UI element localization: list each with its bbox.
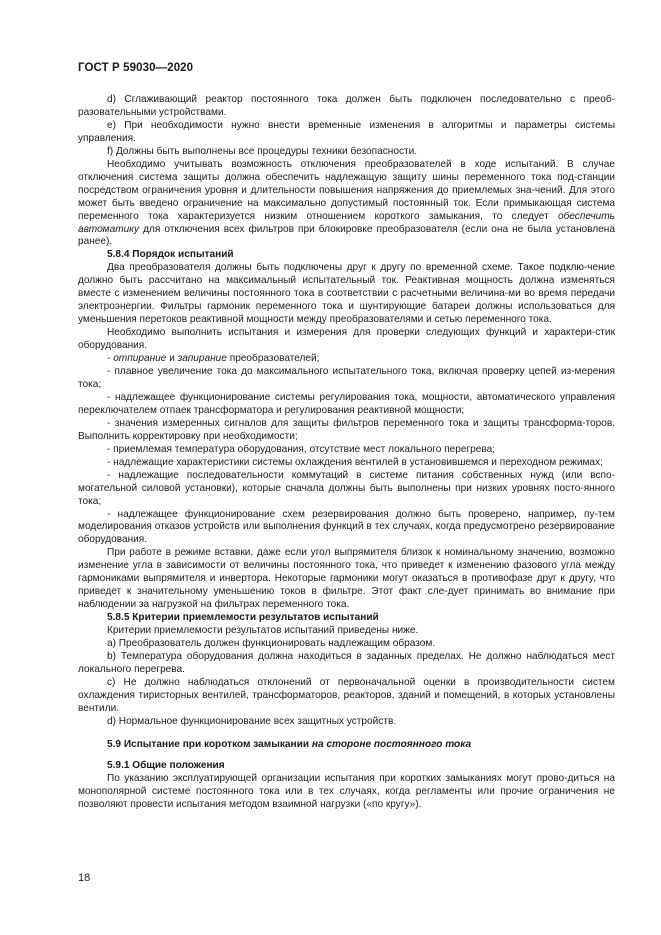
list-item-e: e) При необходимости нужно внести временные изменения в алгоритмы и параметры системы управления. — [78, 119, 615, 144]
section-heading-5-8-5: 5.8.5 Критерии приемлемости результатов испытаний — [107, 612, 379, 624]
section-heading-5-8-4: 5.8.4 Порядок испытаний — [107, 249, 234, 261]
bullet-item: - значения измеренных сигналов для защиты фильтров переменного тока и защиты трансформа-торов. Выполнить корректировку при необходимости; — [78, 417, 615, 442]
bullet-item: - надлежащее функционирование системы регулирования тока, мощности, автоматического управления переключателем отпаек трансформатора и регулирования реактивной мощности; — [78, 391, 615, 416]
list-item-f: f) Должны быть выполнены все процедуры техники безопасности. — [107, 145, 418, 157]
list-item-d: d) Сглаживающий реактор постоянного тока должен быть подключен последовательно с преоб-разовательными устройствами. — [78, 94, 615, 118]
bullet-item: - надлежащее функционирование схем резервирования должно быть проверено, например, пу-тем моделирования отказов устройств или выполнения функций в тех случаях, когда предусмотрено резервирование оборудования. — [78, 508, 615, 546]
document-body — [78, 94, 615, 811]
text-span: преобразователей; — [229, 353, 320, 365]
bullet-item — [78, 353, 615, 366]
page-number: 18 — [78, 872, 91, 884]
paragraph-short-circuit: По указанию эксплуатирующей организации испытания при коротких замыканиях могут прово-диться на монополярной системе постоянного тока или в тех случаях, когда регламенты или прочие ограничения не позволяют провести испытания методом взаимной нагрузки («по кругу»). — [78, 772, 615, 810]
heading-emphasis: на стороне постоянного тока — [311, 738, 472, 750]
paragraph-connection: Два преобразователя должны быть подключены друг к другу по временной схеме. Такое подклю-чение должно быть рассчитано на максимальный испытательный ток. Реактивная мощность должна изменяться вместе с изменением величины постоянного тока в соответствии с расчетными величина-ми во время передачи электроэнергии. Фильтры гармоник переменного тока и шунтирующие батареи должны использоваться для уменьшения перетоков реактивной мощности между преобразователями и сетью переменного тока. — [78, 262, 615, 326]
bullet-item: - надлежащие последовательности коммутаций в системе питания собственных нужд (или вспо-могательной силовой установки), которые сначала должны быть выполнены при низких уровнях посто-янного тока; — [78, 469, 615, 507]
paragraph-criteria-intro: Критерии приемлемости результатов испытаний приведены ниже. — [107, 625, 419, 637]
bullet-item: - надлежащие характеристики системы охлаждения вентилей в установившемся и переходном режимах; — [107, 456, 603, 468]
list-item-a: a) Преобразователь должен функционировать надлежащим образом. — [107, 638, 436, 650]
section-heading-5-9-1: 5.9.1 Общие положения — [107, 759, 225, 771]
text-span: и — [169, 353, 175, 365]
list-item-b: b) Температура оборудования должна находиться в заданных пределах. Не должно наблюдаться мест локального перегрева. — [78, 650, 615, 675]
paragraph-disconnection — [78, 159, 615, 250]
emphasis-text: отпирание — [113, 353, 167, 365]
bullet-dash: - — [107, 353, 111, 365]
paragraph-insert-mode: При работе в режиме вставки, даже если угол выпрямителя близок к номинальному значению, возможно изменение угла в зависимости от величины постоянного тока, что приведет к изменению фазового угла между гармониками выпрямителя и инвертора. Некоторые гармоники могут оказаться в противофазе друг к другу, что приведет к значительному уменьшению токов в фильтре. Этот факт сле-дует принимать во внимание при наблюдении за нагрузкой на фильтрах переменного тока. — [78, 547, 615, 611]
list-item-d2: d) Нормальное функционирование всех защитных устройств. — [107, 715, 397, 727]
text-span: Необходимо учитывать возможность отключения преобразователей в ходе испытаний. В случае отключения система защиты должна обеспечить надлежащую защиту шины переменного тока под-станции посредством ограничения уровня и длительности повышения напряжения до приемлемых зна-чений. Для этого может быть введено ограничение на максимально допустимый постоянный ток. Если примыкающая система переменного тока характеризуется низким отношением короткого замыкания, то следует — [78, 158, 615, 222]
paragraph-tests-intro: Необходимо выполнить испытания и измерения для проверки следующих функций и характери-стик оборудования. — [78, 327, 615, 352]
section-heading-5-9 — [78, 739, 615, 752]
document-header: ГОСТ Р 59030—2020 — [78, 62, 194, 74]
list-item-c: c) Не должно наблюдаться отклонений от первоначальной оценки в производительности систем охлаждения тиристорных вентилей, трансформаторов, реакторов, зданий и помещений, в которых установлены вентили. — [78, 676, 615, 714]
bullet-item: - приемлемая температура оборудования, отсутствие мест локального перегрева; — [107, 443, 496, 455]
emphasis-text: обеспечить автоматику — [78, 210, 615, 235]
text-span: для отключения всех фильтров при блокировке преобразователя (если она не была установлена ранее). — [78, 223, 615, 248]
bullet-item: - плавное увеличение тока до максимального испытательного тока, включая проверку цепей из-мерения тока; — [78, 366, 615, 390]
emphasis-text: запирание — [177, 353, 227, 365]
heading-text: 5.9 Испытание при коротком замыкании — [107, 738, 310, 750]
